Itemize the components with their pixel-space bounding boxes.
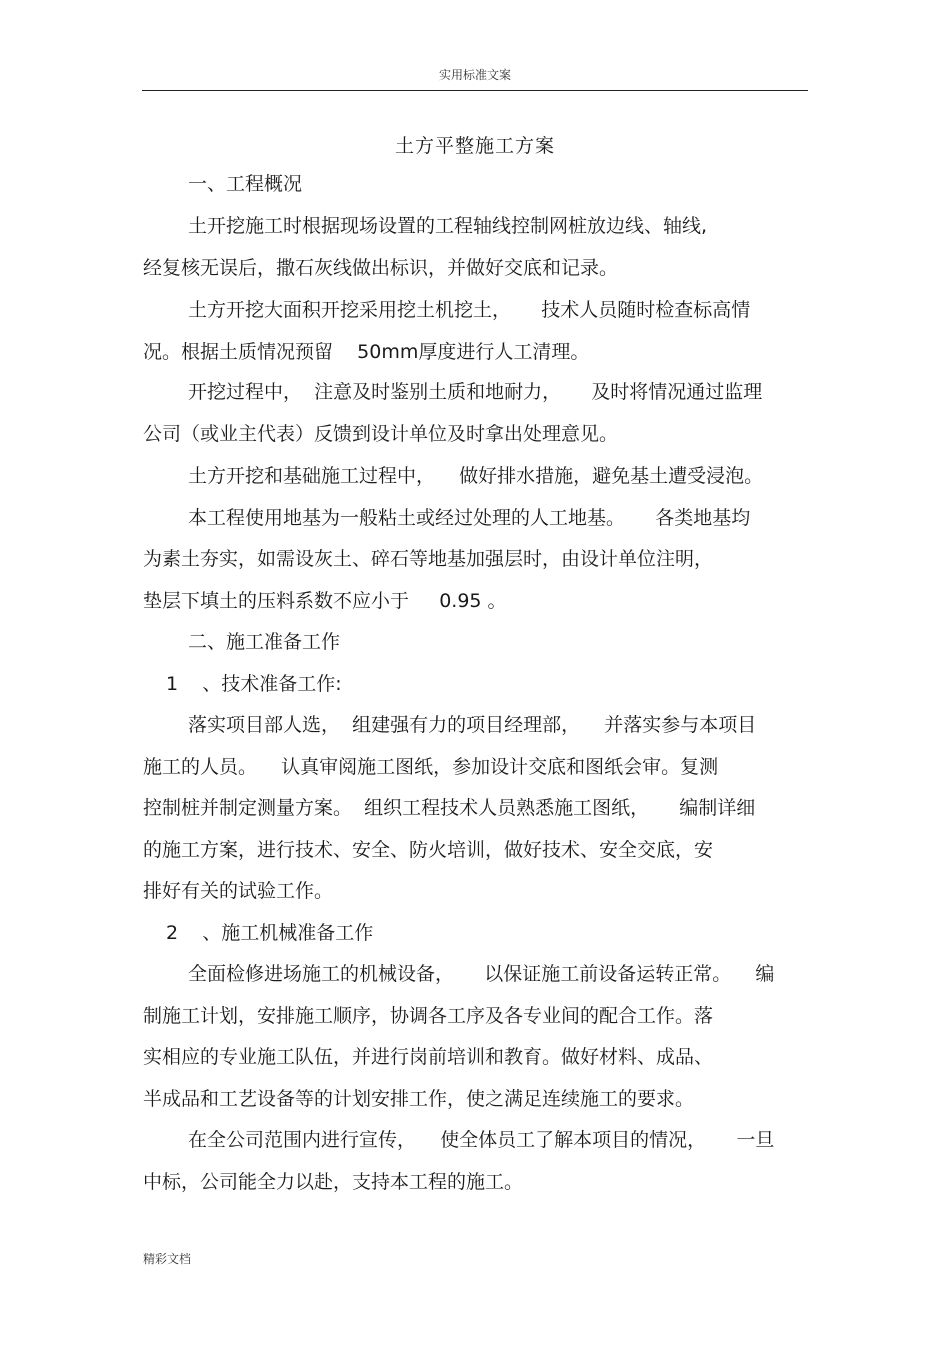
- paragraph-line: 排好有关的试验工作。: [143, 880, 334, 902]
- paragraph-line: 土方开挖大面积开挖采用挖土机挖土， 技术人员随时检查标高情: [188, 299, 751, 321]
- header-divider: [142, 90, 808, 91]
- paragraph-line: 实相应的专业施工队伍，并进行岗前培训和教育。做好材料、成品、: [143, 1046, 714, 1068]
- subsection-heading: 1 、技术准备工作:: [166, 673, 342, 695]
- paragraph-line: 况。根据土质情况预留 50mm厚度进行人工清理。: [143, 341, 590, 363]
- subsection-heading: 2 、施工机械准备工作: [166, 922, 374, 944]
- page-footer: 精彩文档: [143, 1252, 192, 1266]
- paragraph-line: 制施工计划，安排施工顺序，协调各工序及各专业间的配合工作。落: [143, 1005, 714, 1027]
- section-heading: 二、施工准备工作: [188, 631, 341, 653]
- paragraph-line: 全面检修进场施工的机械设备， 以保证施工前设备运转正常。 编: [188, 963, 775, 985]
- paragraph-line: 公司（或业主代表）反馈到设计单位及时拿出处理意见。: [143, 423, 619, 445]
- paragraph-line: 中标，公司能全力以赴，支持本工程的施工。: [143, 1171, 524, 1193]
- paragraph-line: 落实项目部人选， 组建强有力的项目经理部， 并落实参与本项目: [188, 714, 757, 736]
- page-header: 实用标准文案: [438, 68, 511, 82]
- paragraph-line: 为素土夯实，如需设灰土、碎石等地基加强层时，由设计单位注明，: [143, 548, 714, 570]
- paragraph-line: 土开挖施工时根据现场设置的工程轴线控制网桩放边线、轴线,: [188, 215, 708, 237]
- paragraph-line: 施工的人员。 认真审阅施工图纸，参加设计交底和图纸会审。复测: [143, 756, 719, 778]
- paragraph-line: 在全公司范围内进行宣传， 使全体员工了解本项目的情况， 一旦: [188, 1129, 775, 1151]
- paragraph-line: 开挖过程中， 注意及时鉴别土质和地耐力， 及时将情况通过监理: [188, 381, 763, 403]
- section-heading: 一、工程概况: [188, 173, 303, 195]
- paragraph-line: 垫层下填土的压料系数不应小于 0.95 。: [143, 590, 507, 612]
- paragraph-line: 控制桩并制定测量方案。 组织工程技术人员熟悉施工图纸， 编制详细: [143, 797, 756, 819]
- paragraph-line: 土方开挖和基础施工过程中， 做好排水措施，避免基土遭受浸泡。: [188, 465, 764, 487]
- paragraph-line: 经复核无误后，撒石灰线做出标识，并做好交底和记录。: [143, 257, 619, 279]
- document-title: 土方平整施工方案: [394, 135, 555, 157]
- paragraph-line: 半成品和工艺设备等的计划安排工作，使之满足连续施工的要求。: [143, 1088, 695, 1110]
- paragraph-line: 的施工方案，进行技术、安全、防火培训，做好技术、安全交底，安: [143, 839, 714, 861]
- paragraph-line: 本工程使用地基为一般粘土或经过处理的人工地基。 各类地基均: [188, 507, 751, 529]
